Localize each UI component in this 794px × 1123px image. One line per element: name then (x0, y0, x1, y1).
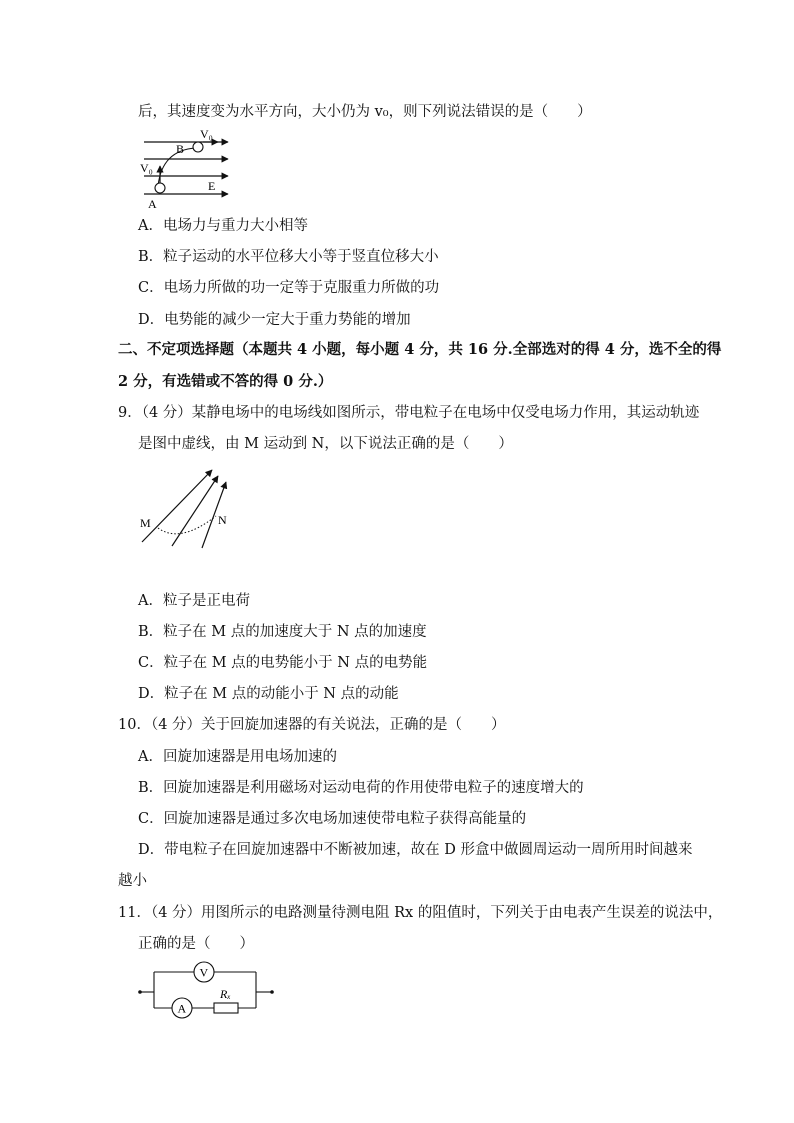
q10-option-a: A．回旋加速器是用电场加速的 (138, 749, 337, 765)
particle-b (193, 142, 203, 152)
q8-option-c: C．电场力所做的功一定等于克服重力所做的功 (138, 280, 440, 296)
voltmeter-label: V (199, 965, 209, 980)
particle-trajectory-dotted (158, 516, 216, 534)
resistor-label: Rₓ (220, 987, 231, 1001)
label-b: B (176, 142, 185, 156)
q10-option-c: C．回旋加速器是通过多次电场加速使带电粒子获得高能量的 (138, 811, 527, 827)
q8-option-d: D．电势能的减少一定大于重力势能的增加 (138, 312, 411, 328)
resistor-rx (214, 1003, 238, 1013)
q10-option-d-continued: 越小 (118, 873, 147, 889)
field-line-2 (172, 476, 218, 546)
q8-option-b: B．粒子运动的水平位移大小等于竖直位移大小 (138, 249, 439, 265)
q9-stem-line1: 9．（4 分）某静电场中的电场线如图所示，带电粒子在电场中仅受电场力作用，其运动轨迹 (118, 405, 700, 421)
terminal-right (270, 990, 274, 994)
q9-option-a: A．粒子是正电荷 (138, 593, 250, 609)
particle-a (155, 183, 165, 193)
label-a: A (148, 197, 157, 210)
q11-circuit-diagram (134, 958, 280, 1024)
label-v0-top: V₀ (200, 127, 213, 141)
q9-option-c: C．粒子在 M 点的电势能小于 N 点的电势能 (138, 655, 428, 671)
q9-stem-line2: 是图中虚线，由 M 运动到 N，以下说法正确的是（ ） (138, 436, 513, 452)
q10-option-b: B．回旋加速器是利用磁场对运动电荷的作用使带电粒子的速度增大的 (138, 780, 584, 796)
section2-heading-line2: 2 分，有选错或不答的得 0 分.） (118, 373, 333, 390)
section2-heading-line1: 二、不定项选择题（本题共 4 小题，每小题 4 分，共 16 分.全部选对的得 4 分，选不全的得 (118, 341, 722, 358)
field-line-1 (142, 470, 212, 542)
label-m: M (140, 516, 151, 530)
q9-option-b: B．粒子在 M 点的加速度大于 N 点的加速度 (138, 624, 427, 640)
label-v0-left: V₀ (140, 161, 153, 175)
label-e: E (208, 179, 216, 193)
ammeter-label: A (177, 1001, 187, 1016)
q8-field-figure (136, 126, 246, 210)
q11-stem-line1: 11．（4 分）用图所示的电路测量待测电阻 Rx 的阻值时，下列关于由电表产生误差的说法中， (118, 905, 723, 921)
label-n: N (218, 513, 227, 527)
terminal-left (138, 990, 142, 994)
q8-option-a: A．电场力与重力大小相等 (138, 218, 308, 234)
q10-stem: 10．（4 分）关于回旋加速器的有关说法，正确的是（ ） (118, 717, 506, 733)
q11-stem-line2: 正确的是（ ） (138, 936, 254, 952)
q8-stem-line: 后，其速度变为水平方向，大小仍为 v₀，则下列说法错误的是（ ） (138, 104, 592, 120)
q9-field-line-figure (134, 466, 244, 550)
q9-option-d: D．粒子在 M 点的动能小于 N 点的动能 (138, 686, 399, 702)
q10-option-d: D．带电粒子在回旋加速器中不断被加速，故在 D 形盒中做圆周运动一周所用时间越来 (138, 842, 693, 858)
